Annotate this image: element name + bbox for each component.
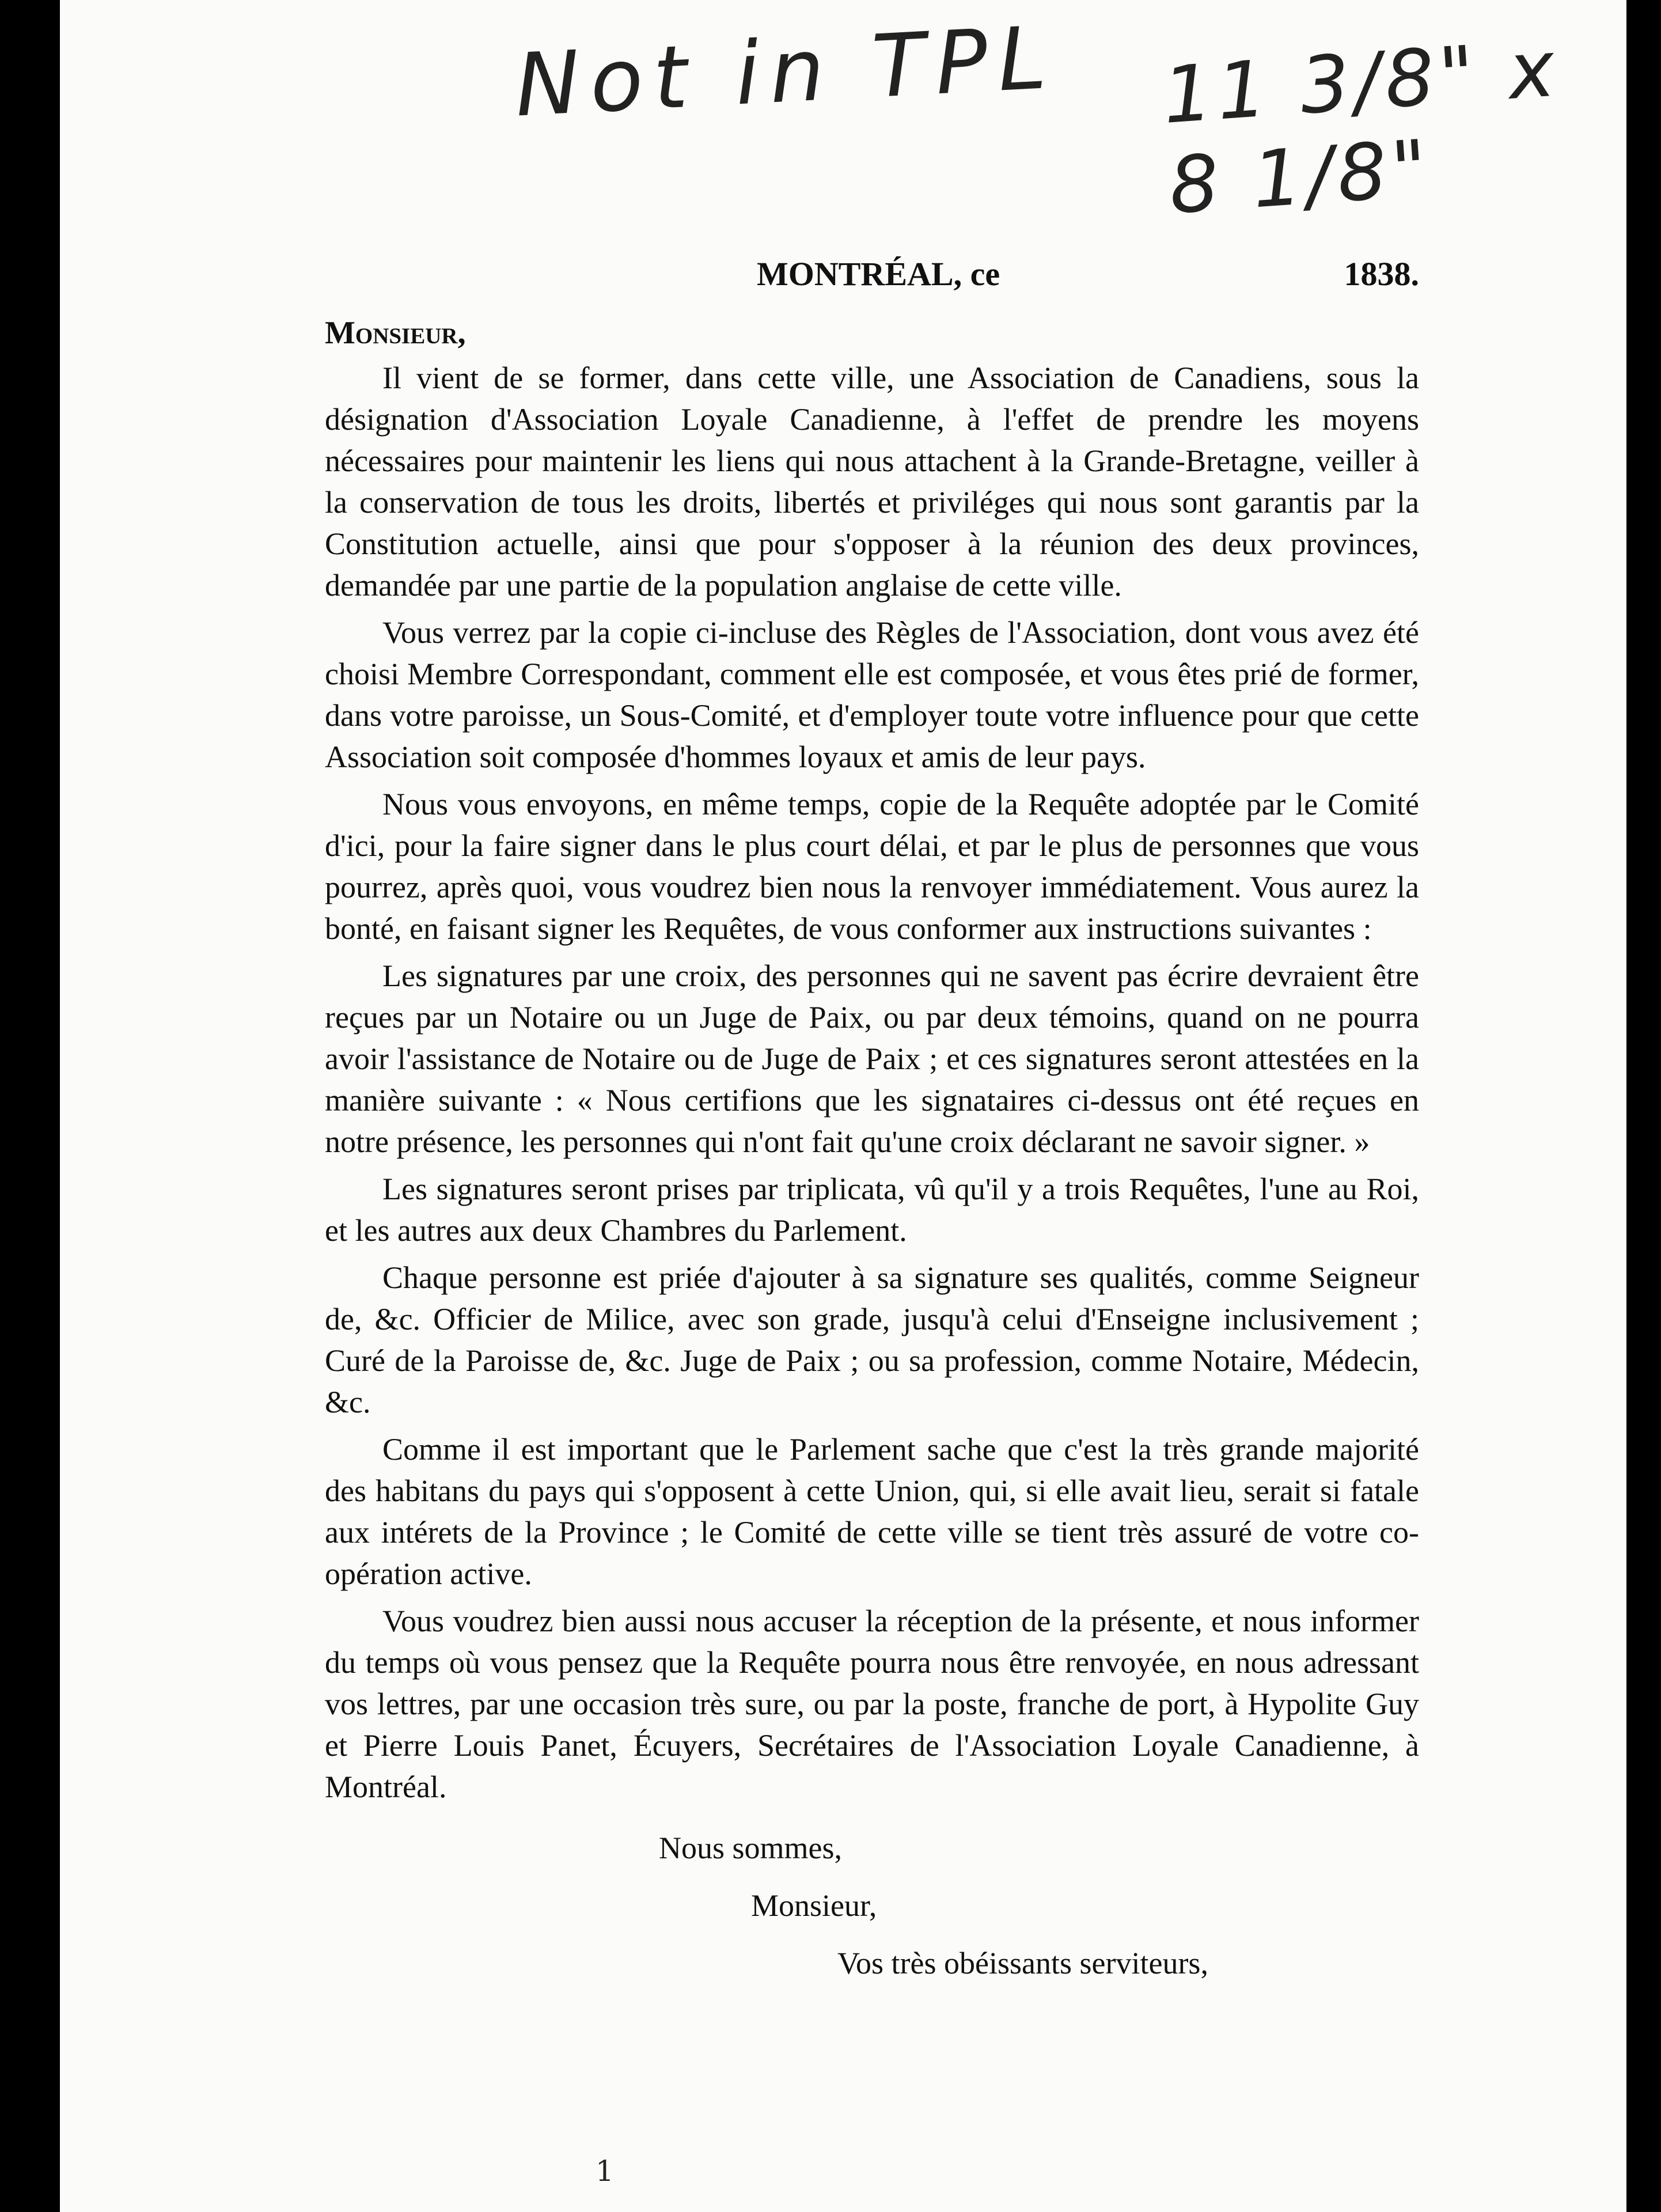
paragraph: Comme il est important que le Parlement sache que c'est la très grande majorité des habitans du pays qui s'opposent à cette Union, qui, si elle avait lieu, serait si fatale aux intérets de la Province ; le Comité de cette ville se tient très assuré de votre co-opération active. xyxy=(325,1432,1419,1591)
paragraph: Il vient de se former, dans cette ville, une Association de Canadiens, sous la désignation d'Association Loyale Canadienne, à l'effet de prendre les moyens nécessaires pour maintenir les liens qui nous attachent à la Grande-Bretagne, veiller à la conservation de tous les droits, libertés et priviléges qui nous sont garantis par la Constitution actuelle, ainsi que pour s'opposer à la réunion des deux provinces, demandée par une partie de la population anglaise de cette ville. xyxy=(325,361,1419,603)
dateline xyxy=(757,253,1419,295)
paragraph: Chaque personne est priée d'ajouter à sa signature ses qualités, comme Seigneur de, &c. Officier de Milice, avec son grade, jusqu'à celui d'Enseigne inclusivement ; Curé de la Paroisse de, &c. Juge de Paix ; ou sa profession, comme Notaire, Médecin, &c. xyxy=(325,1260,1419,1419)
closing-line-1: Nous sommes, xyxy=(659,1831,843,1865)
handwritten-note-left: Not in TPL xyxy=(513,7,1059,137)
document-page xyxy=(60,0,1626,2212)
closing-line-2: Monsieur, xyxy=(751,1888,877,1923)
paragraph: Les signatures seront prises par triplicata, vû qu'il y a trois Requêtes, l'une au Roi, et les autres aux deux Chambres du Parlement. xyxy=(325,1172,1419,1248)
dateline-year: 1838. xyxy=(1344,255,1419,293)
dateline-place: MONTRÉAL, ce xyxy=(757,255,1000,293)
letter-body xyxy=(325,253,1419,1992)
handwritten-note-right: 11 3/8" x 8 1/8" xyxy=(1160,23,1563,232)
paragraph: Les signatures par une croix, des personnes qui ne savent pas écrire devraient être reçues par un Notaire ou un Juge de Paix, ou par deux témoins, quand on ne pourra avoir l'assistance de Notaire ou de Juge de Paix ; et ces signatures seront attestées en la manière suivante : « Nous certifions que les signataires ci-dessus ont été reçues en notre présence, les personnes qui n'ont fait qu'une croix déclarant ne savoir signer. » xyxy=(325,959,1419,1159)
paragraph: Nous vous envoyons, en même temps, copie de la Requête adoptée par le Comité d'ici, pour la faire signer dans le plus court délai, et par le plus de personnes que vous pourrez, après quoi, vous voudrez bien nous la renvoyer immédiatement. Vous aurez la bonté, en faisant signer les Requêtes, de vous conformer aux instructions suivantes : xyxy=(325,787,1419,946)
paragraph: Vous verrez par la copie ci-incluse des Règles de l'Association, dont vous avez été choisi Membre Correspondant, comment elle est composée, et vous êtes prié de former, dans votre paroisse, un Sous-Comité, et d'employer toute votre influence pour que cette Association soit composée d'hommes loyaux et amis de leur pays. xyxy=(325,615,1419,774)
footer-mark: 1 xyxy=(596,2154,614,2188)
salutation: Monsieur, xyxy=(325,315,466,351)
paragraph: Vous voudrez bien aussi nous accuser la réception de la présente, et nous informer du temps où vous pensez que la Requête pourra nous être renvoyée, en nous adressant vos lettres, par une occasion très sure, ou par la poste, franche de port, à Hypolite Guy et Pierre Louis Panet, Écuyers, Secrétaires de l'Association Loyale Canadienne, à Montréal. xyxy=(325,1604,1419,1804)
closing-line-3: Vos très obéissants serviteurs, xyxy=(837,1946,1208,1980)
closing xyxy=(325,1819,1419,1992)
